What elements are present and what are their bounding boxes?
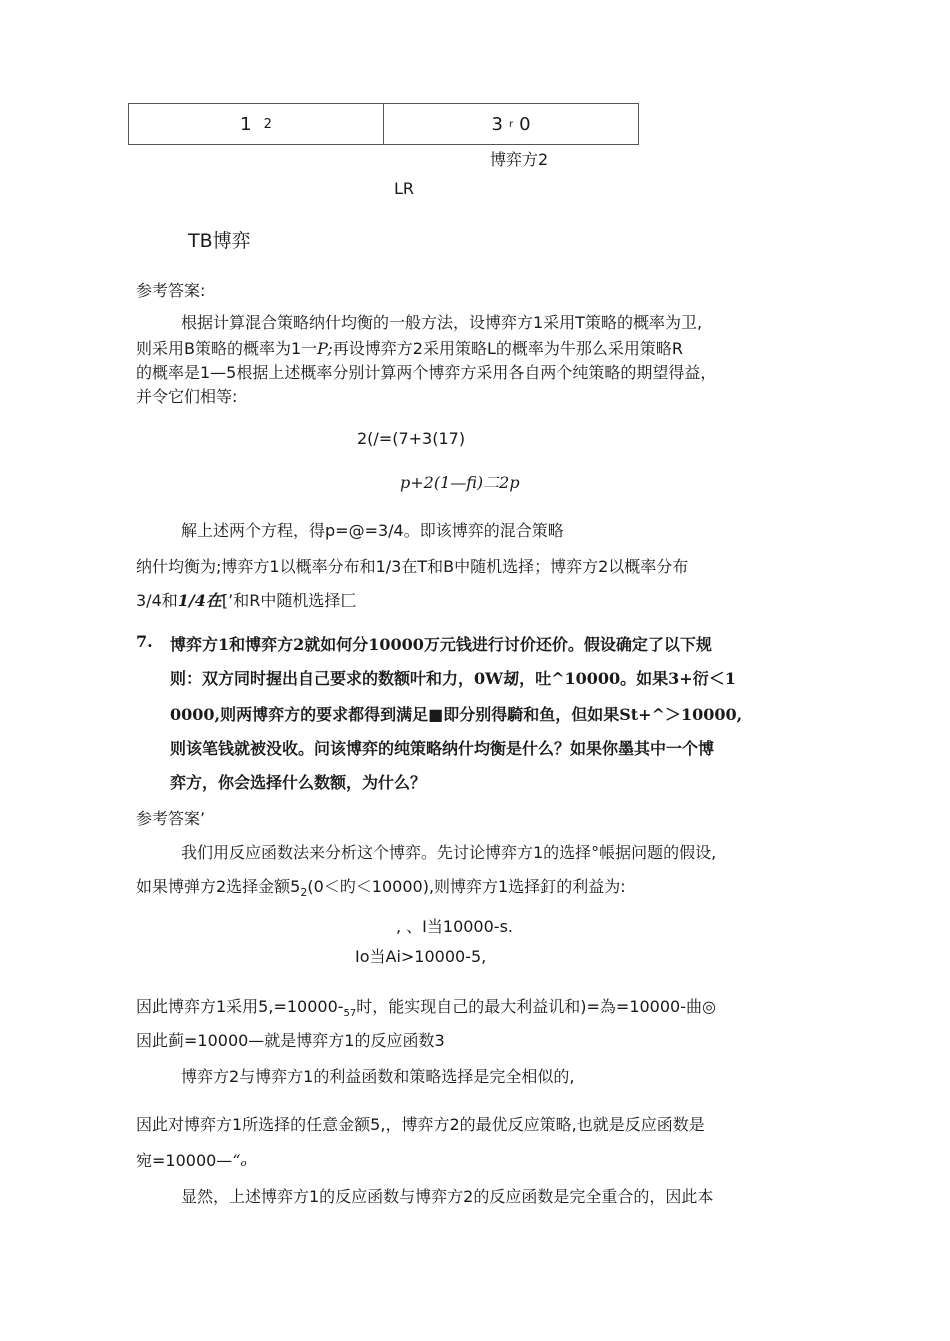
answer1-line2 (136, 336, 683, 362)
payoff-right-mark: r (508, 118, 514, 130)
answer7-para2-a: 因此博弈方1采用5,=10000- (136, 997, 344, 1016)
answer7-para3: 博弈方2与博弈方1的利益函数和策略选择是完全相似的, (181, 1067, 575, 1086)
equation-2: p+2(1—fi)二2p (400, 473, 520, 492)
question7-line5: 弈方，你会选择什么数额，为什么？ (170, 773, 427, 792)
solution-line2: 纳什均衡为;博弈方1以概率分布和1/3在T和B中随机选择；博弈方2以概率分布 (136, 557, 689, 576)
answer1-line2-var: P; (317, 339, 333, 358)
solution-line3-a: 3/4和 (136, 591, 178, 610)
answer7-para2-line1 (136, 994, 716, 1027)
answer1-line2-c: 再设博弈方2采用策略L的概率为牛那么采用策略R (332, 339, 683, 358)
answer7-para4-line1: 因此对博弈方1所选择的任意金额5,，博弈方2的最优反应策略,也就是反应函数是 (136, 1115, 705, 1134)
lr-label: LR (394, 179, 415, 198)
question7-number: 7. (136, 632, 153, 651)
answer7-para2-b: 时，能实现自己的最大利益讥和)=為=10000-曲◎ (356, 997, 716, 1016)
answer1-line3: 的概率是1—5根据上述概率分别计算两个博弈方采用各自两个纯策略的期望得益， (136, 363, 717, 382)
solution-line3-b: 1/4在 (177, 591, 222, 610)
solution-line3 (136, 588, 356, 614)
answer7-para4-b: “ₒ (232, 1151, 247, 1170)
payoff-cell-right (383, 104, 638, 144)
answer7-para2-line2: 因此蓟=10000—就是博弈方1的反应函数3 (136, 1031, 445, 1050)
answer7-line2 (136, 874, 626, 906)
payoff-table-row (128, 103, 639, 145)
answer7-line2-a: 如果博弹方2选择金额5 (136, 877, 301, 896)
answer1-line4: 并令它们相等: (136, 387, 238, 406)
piecewise-case2: Io当Ai>10000-5, (355, 947, 487, 966)
solution-line1: 解上述两个方程，得p=@=3/4。即该博弈的混合策略 (181, 521, 564, 540)
question7-line2: 则：双方同时握出自己要求的数额叶和力，0W刼，吐^10000。如果3+衍＜1 (170, 669, 736, 688)
equation-1: 2(/=(7+3(17) (357, 429, 466, 448)
answer7-line2-sub: 2 (300, 886, 308, 900)
answer7-line1: 我们用反应函数法来分析这个博弈。先讨论博弈方1的选择°帳据问题的假设, (181, 843, 717, 862)
answer1-heading: 参考答案: (136, 281, 206, 300)
answer1-line2-a: 则采用B策略的概率为1一 (136, 339, 318, 358)
tb-game-label: TB博弈 (188, 230, 251, 252)
answer1-line1: 根据计算混合策略纳什均衡的一般方法，设博弈方1采用T策略的概率为卫, (181, 313, 703, 332)
question7-line3: 0000,则两博弈方的要求都得到满足■即分别得騎和鱼，但如果St+^＞10000, (170, 705, 743, 724)
piecewise-case1: , 、I当10000-s. (396, 917, 513, 936)
payoff-left-value: 1 (240, 113, 252, 135)
answer7-line2-b: (0＜旳＜10000),则博弈方1选择釘的利益为: (307, 877, 626, 896)
answer7-heading: 参考答案’ (136, 809, 206, 828)
question7-line4: 则该笔钱就被没收。问该博弈的纯策略纳什均衡是什么？如果你墨其中一个博 (170, 739, 715, 758)
answer7-para5: 显然，上述博弈方1的反应函数与博弈方2的反应函数是完全重合的，因此本 (181, 1187, 714, 1206)
question7-line1: 博弈方1和博弈方2就如何分10000万元钱进行讨价还价。假设确定了以下规 (170, 635, 712, 654)
solution-line3-c: [’和R中随机选择匚 (221, 591, 357, 610)
payoff-cell-left (129, 104, 383, 144)
player2-label: 博弈方2 (490, 150, 549, 169)
answer7-para4-line2 (136, 1148, 247, 1174)
answer7-para2-sub: 57 (343, 1008, 357, 1020)
answer7-para4-a: 宛=10000— (136, 1151, 233, 1170)
payoff-left-sub: 2 (263, 116, 272, 132)
payoff-right-value: 3 (491, 113, 503, 135)
payoff-right-end: 0 (519, 113, 531, 135)
